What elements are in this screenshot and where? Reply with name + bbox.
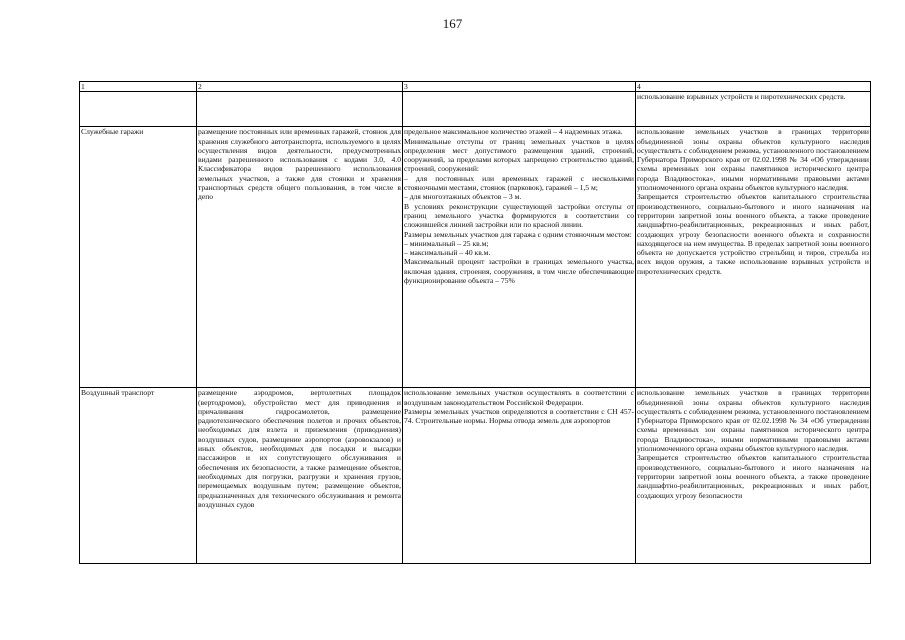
paragraph: предельное максимальное количество этажей – 4 надземных этажа. bbox=[404, 127, 623, 137]
table-row bbox=[80, 92, 871, 127]
paragraph: – для постоянных или временных гаражей с несколькими стояночными местами, стоянок (парковок), гаражей – 1,5 м; bbox=[404, 173, 634, 193]
page-number: 167 bbox=[442, 16, 463, 31]
header-cell-3: 3 bbox=[403, 82, 636, 92]
paragraph: использование земельных участков в границах территории объединенной зоны охраны объектов культурного наследия осуществлять с соблюдением режима, установленного постановлением Губернатора Приморского края от 02.02.1998 № 34 «Об утверждении схемы временных зон охраны памятников исторического центра города Владивостока», иными нормативными правовыми актами уполномоченного органа охраны объектов культурного наследия. bbox=[637, 388, 869, 454]
land-use-table bbox=[79, 81, 871, 564]
header-cell-4: 4 bbox=[636, 82, 871, 92]
parameters-cell bbox=[403, 92, 636, 127]
use-name-cell bbox=[80, 92, 197, 127]
parameters-cell bbox=[403, 388, 636, 564]
parameters-cell bbox=[403, 127, 636, 388]
table-row bbox=[80, 127, 871, 388]
paragraph: Максимальный процент застройки в границах земельного участка, включая здания, строения, сооружения, в том числе обеспечивающие функционирование объекта – 75% bbox=[404, 257, 634, 286]
table-row bbox=[80, 388, 871, 564]
paragraph: использование взрывных устройств и пиротехнических средств. bbox=[637, 92, 846, 102]
restrictions-cell bbox=[636, 388, 871, 564]
paragraph: использование земельных участков осуществлять в соответствии с воздушным законодательством Российской Федерации. bbox=[404, 388, 634, 407]
paragraph: В условиях реконструкции существующей застройки отступы от границ земельного участка формируются в соответствии со сложившейся линией застройки или по красной линии. bbox=[404, 201, 634, 230]
paragraph: – для многоэтажных объектов – 3 м. bbox=[404, 192, 522, 202]
use-description-cell bbox=[197, 92, 403, 127]
header-row bbox=[80, 82, 871, 92]
paragraph: использование земельных участков в границах территории объединенной зоны охраны объектов культурного наследия осуществлять с соблюдением режима, установленного постановлением Губернатора Приморского края от 02.02.1998 № 34 «Об утверждении схемы временных зон охраны памятников исторического центра города Владивостока», иными нормативными правовыми актами уполномоченного органа охраны объектов культурного наследия. bbox=[637, 127, 869, 193]
paragraph: Запрещается строительство объектов капитального строительства производственного, социально-бытового и иного назначения на территории запретной зоны военного объекта, а также проведение ландшафтно-реабилитационных, рекреационных и иных работ, создающих угрозу безопасности bbox=[637, 453, 869, 500]
restrictions-cell bbox=[636, 127, 871, 388]
paragraph: Минимальные отступы от границ земельных участков в целях определения мест допустимого размещения зданий, строений, сооружений, за пределами которых запрещено строительство зданий, строений, сооружений: bbox=[404, 136, 634, 174]
use-description-cell: размещение аэродромов, вертолетных площадок (вертодромов), обустройство мест для приводнения и причаливания гидросамолетов, размещение радиотехнического обеспечения полетов и прочих объектов, необходимых для взлета и приземления (приводнения) воздушных судов, размещение аэропортов (аэровокзалов) и иных объектов, необходимых для посадки и высадки пассажиров и их сопутствующего обслуживания и обеспечения их безопасности, а также размещение объектов, необходимых для погрузки, разгрузки и хранения грузов, перемещаемых воздушным путем; размещение объектов, предназначенных для технического обслуживания и ремонта воздушных судов bbox=[197, 388, 403, 564]
use-description-cell: размещение постоянных или временных гаражей, стоянок для хранения служебного автотранспорта, используемого в целях осуществления видов деятельности, предусмотренных видами разрешенного использования с кодами 3.0, 4.0 Классификатора видов разрешенного использования земельных участков, а также для стоянки и хранения транспортных средств общего пользования, в том числе в депо bbox=[197, 127, 403, 388]
paragraph: Запрещается строительство объектов капитального строительства производственного, социально-бытового и иного назначения на территории запретной зоны военного объекта, а также проведение ландшафтно-реабилитационных, рекреационных и иных работ, создающих угрозу безопасности военного объекта и сохранности находящегося на нем имущества. В пределах запретной зоны военного объекта не допускается устройство стрельбищ и тиров, стрельба из всех видов оружия, а также использование взрывных устройств и пиротехнических средств. bbox=[637, 192, 869, 276]
use-name-cell: Служебные гаражи bbox=[80, 127, 197, 388]
paragraph: – максимальный – 40 кв.м. bbox=[404, 248, 491, 258]
header-cell-1: 1 bbox=[80, 82, 197, 92]
restrictions-cell bbox=[636, 92, 871, 127]
paragraph: – минимальный – 25 кв.м; bbox=[404, 238, 489, 248]
header-cell-2: 2 bbox=[197, 82, 403, 92]
paragraph: Размеры земельных участков определяются в соответствии с СН 457-74. Строительные нормы. Нормы отвода земель для аэропортов bbox=[404, 406, 634, 426]
paragraph: Размеры земельных участков для гаража с одним стояночным местом: bbox=[404, 229, 632, 239]
use-name-cell: Воздушный транспорт bbox=[80, 388, 197, 564]
